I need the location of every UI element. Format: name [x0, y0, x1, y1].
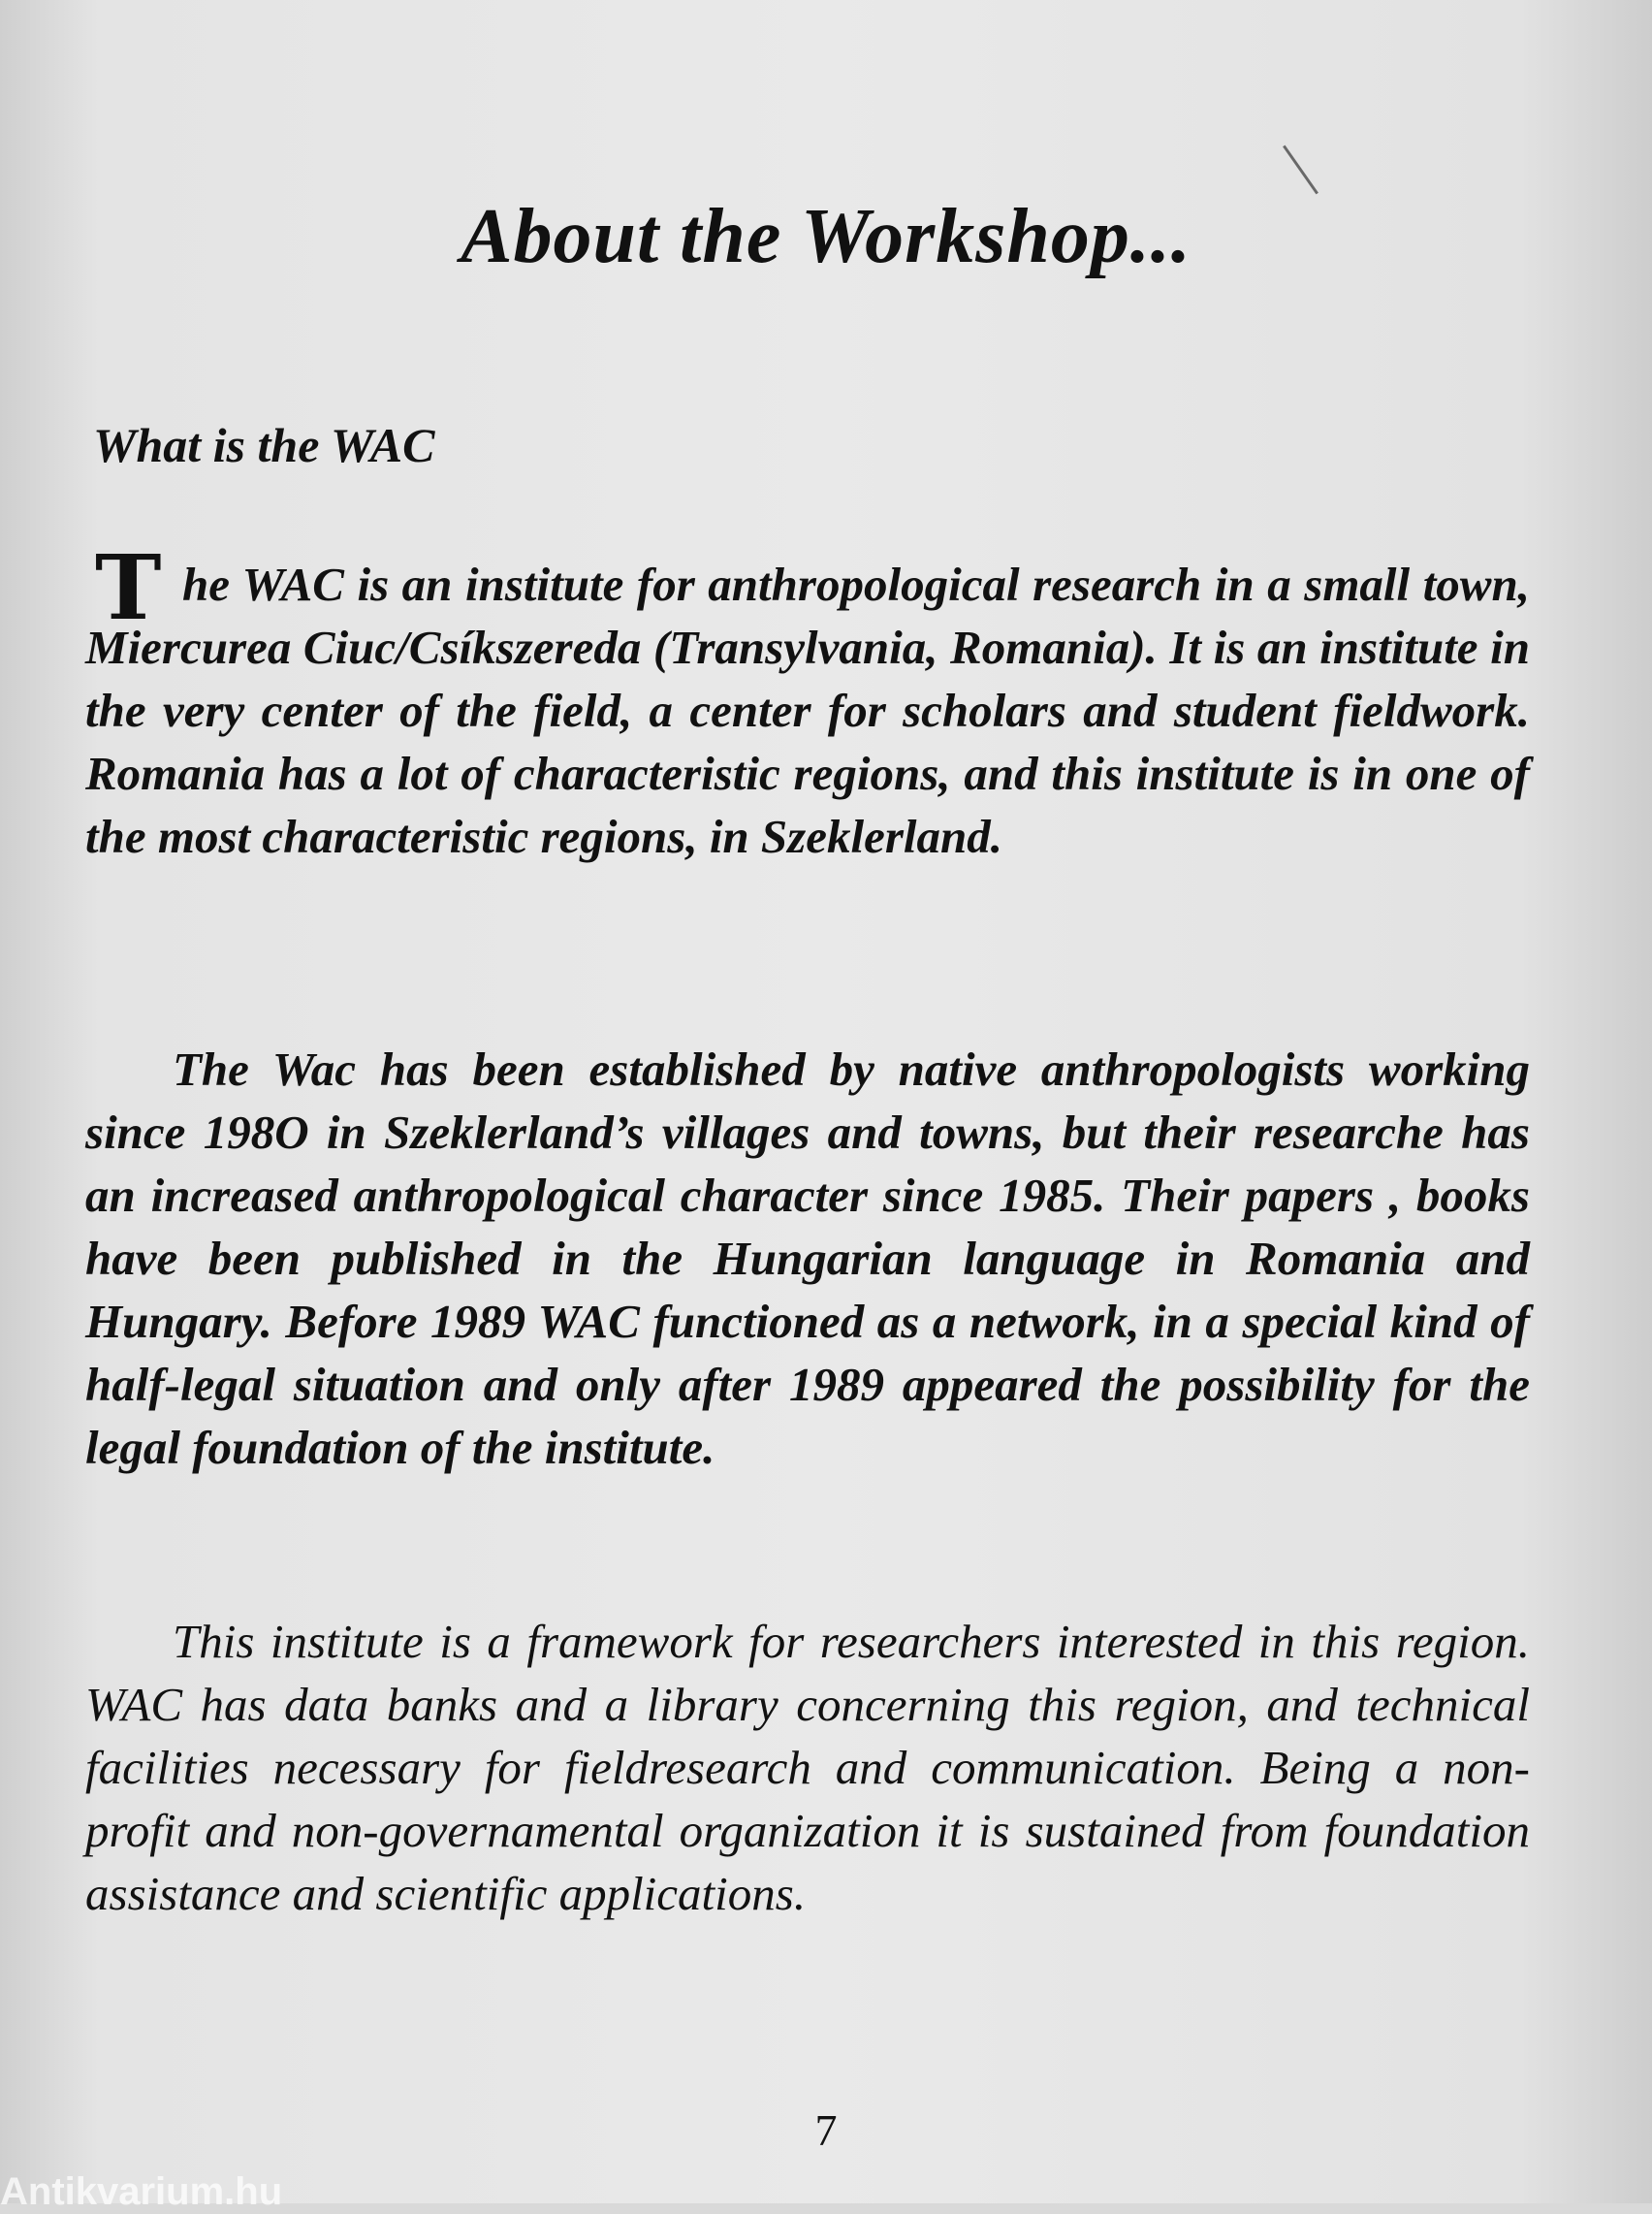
- paragraph-history: The Wac has been established by native anthropologists working since 198O in Szeklerland’s villages and towns, but their researche has an increased anthropological character since 1985. Their papers , books have been published in the Hungarian language in Romania and Hungary. Before 1989 WAC functioned as a network, in a special kind of half-legal situation and only after 1989 appeared the possibility for the legal foundation of the institute.: [85, 1043, 1530, 1474]
- paragraph-framework: This institute is a framework for researchers interested in this region. WAC has data banks and a library concerning this region, and technical facilities necessary for fieldresearch and communication. Being a non-profit and non-governamental organization it is sustained from foundation assistance and scientific applications.: [85, 1615, 1530, 1920]
- page-number: 7: [814, 2105, 838, 2155]
- paragraph-intro: [85, 535, 1530, 868]
- watermark-logo: Antikvarium.hu: [0, 2170, 283, 2213]
- paper-crease-mark: [1283, 145, 1318, 195]
- drop-cap: T: [95, 535, 162, 640]
- paragraph-intro-text: he WAC is an institute for anthropological research in a small town, Miercurea Ciuc/Csíkszereda (Transylvania, Romania). It is an institute in the very center of the field, a center for scholars and student fieldwork. Romania has a lot of characteristic regions, and this institute is in one of the most characteristic regions, in Szeklerland.: [85, 558, 1530, 863]
- section-heading: What is the WAC: [93, 418, 435, 472]
- page-title: About the Workshop...: [461, 193, 1191, 279]
